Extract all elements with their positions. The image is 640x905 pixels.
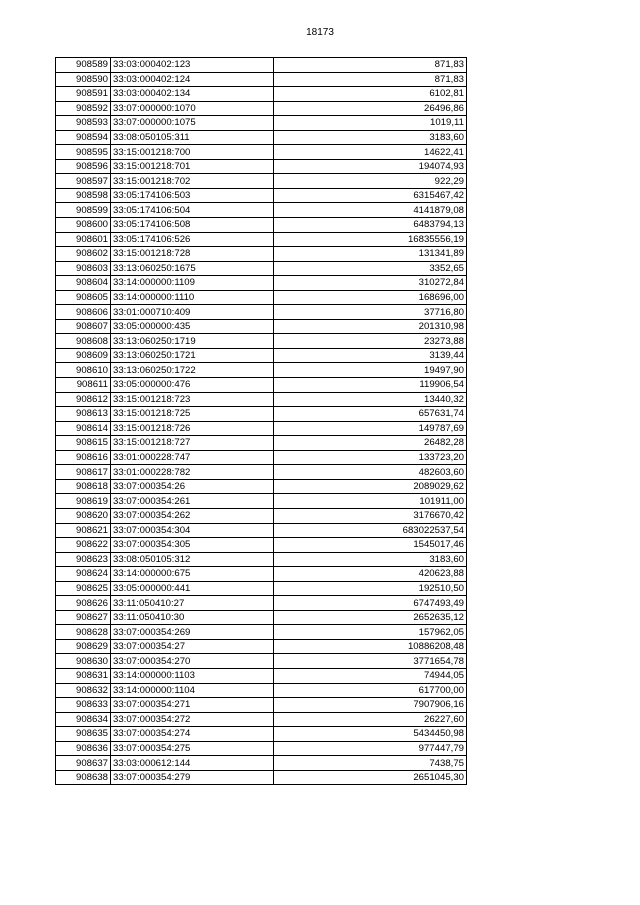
value-cell: 6483794,13 [274, 218, 467, 233]
cadastral-number-cell: 33:03:000402:123 [111, 58, 274, 73]
cadastral-number-cell: 33:03:000402:134 [111, 87, 274, 102]
value-cell: 168696,00 [274, 290, 467, 305]
table-row [56, 276, 467, 291]
value-cell: 149787,69 [274, 421, 467, 436]
cadastral-number-cell: 33:15:001218:727 [111, 436, 274, 451]
row-id-cell: 908603 [56, 261, 111, 276]
table-row [56, 363, 467, 378]
row-id-cell: 908607 [56, 319, 111, 334]
table-row [56, 392, 467, 407]
cadastral-number-cell: 33:05:174106:508 [111, 218, 274, 233]
cadastral-number-cell: 33:01:000710:409 [111, 305, 274, 320]
cadastral-number-cell: 33:15:001218:700 [111, 145, 274, 160]
value-cell: 26227,60 [274, 712, 467, 727]
value-cell: 133723,20 [274, 450, 467, 465]
table-row [56, 770, 467, 785]
value-cell: 617700,00 [274, 683, 467, 698]
cadastral-number-cell: 33:15:001218:702 [111, 174, 274, 189]
cadastral-number-cell: 33:05:174106:526 [111, 232, 274, 247]
row-id-cell: 908638 [56, 770, 111, 785]
value-cell: 6102,81 [274, 87, 467, 102]
row-id-cell: 908599 [56, 203, 111, 218]
value-cell: 157962,05 [274, 625, 467, 640]
value-cell: 101911,00 [274, 494, 467, 509]
table-row [56, 145, 467, 160]
table-row [56, 508, 467, 523]
row-id-cell: 908612 [56, 392, 111, 407]
table-row [56, 596, 467, 611]
row-id-cell: 908594 [56, 130, 111, 145]
row-id-cell: 908620 [56, 508, 111, 523]
value-cell: 119906,54 [274, 378, 467, 393]
row-id-cell: 908635 [56, 727, 111, 742]
value-cell: 2651045,30 [274, 770, 467, 785]
row-id-cell: 908618 [56, 479, 111, 494]
table-row [56, 552, 467, 567]
table-row [56, 174, 467, 189]
cadastral-number-cell: 33:14:000000:1104 [111, 683, 274, 698]
cadastral-number-cell: 33:01:000228:747 [111, 450, 274, 465]
cadastral-number-cell: 33:07:000354:279 [111, 770, 274, 785]
table-row [56, 319, 467, 334]
table-row [56, 668, 467, 683]
value-cell: 26482,28 [274, 436, 467, 451]
value-cell: 26496,86 [274, 101, 467, 116]
cadastral-number-cell: 33:14:000000:1109 [111, 276, 274, 291]
value-cell: 192510,50 [274, 581, 467, 596]
value-cell: 74944,05 [274, 668, 467, 683]
value-cell: 3139,44 [274, 348, 467, 363]
row-id-cell: 908601 [56, 232, 111, 247]
cadastral-number-cell: 33:05:000000:441 [111, 581, 274, 596]
table-row [56, 232, 467, 247]
cadastral-number-cell: 33:07:000354:261 [111, 494, 274, 509]
cadastral-number-cell: 33:07:000000:1075 [111, 116, 274, 131]
row-id-cell: 908613 [56, 407, 111, 422]
cadastral-number-cell: 33:15:001218:726 [111, 421, 274, 436]
cadastral-number-cell: 33:07:000354:275 [111, 741, 274, 756]
table-body [56, 58, 467, 785]
cadastral-number-cell: 33:05:174106:503 [111, 188, 274, 203]
table-row [56, 523, 467, 538]
cadastral-number-cell: 33:13:060250:1721 [111, 348, 274, 363]
row-id-cell: 908606 [56, 305, 111, 320]
table-row [56, 247, 467, 262]
value-cell: 13440,32 [274, 392, 467, 407]
value-cell: 3176670,42 [274, 508, 467, 523]
table-row [56, 261, 467, 276]
value-cell: 201310,98 [274, 319, 467, 334]
cadastral-number-cell: 33:14:000000:675 [111, 567, 274, 582]
table-row [56, 712, 467, 727]
value-cell: 37716,80 [274, 305, 467, 320]
table-row [56, 101, 467, 116]
cadastral-number-cell: 33:11:050410:30 [111, 610, 274, 625]
value-cell: 7907906,16 [274, 698, 467, 713]
table-row [56, 741, 467, 756]
table-row [56, 654, 467, 669]
table-row [56, 188, 467, 203]
value-cell: 10886208,48 [274, 639, 467, 654]
value-cell: 922,29 [274, 174, 467, 189]
cadastral-number-cell: 33:13:060250:1719 [111, 334, 274, 349]
value-cell: 6747493,49 [274, 596, 467, 611]
row-id-cell: 908623 [56, 552, 111, 567]
row-id-cell: 908609 [56, 348, 111, 363]
row-id-cell: 908619 [56, 494, 111, 509]
row-id-cell: 908593 [56, 116, 111, 131]
value-cell: 2089029,62 [274, 479, 467, 494]
row-id-cell: 908600 [56, 218, 111, 233]
value-cell: 23273,88 [274, 334, 467, 349]
row-id-cell: 908591 [56, 87, 111, 102]
row-id-cell: 908589 [56, 58, 111, 73]
row-id-cell: 908610 [56, 363, 111, 378]
table-row [56, 465, 467, 480]
row-id-cell: 908622 [56, 538, 111, 553]
row-id-cell: 908597 [56, 174, 111, 189]
value-cell: 7438,75 [274, 756, 467, 771]
cadastral-number-cell: 33:07:000354:305 [111, 538, 274, 553]
row-id-cell: 908625 [56, 581, 111, 596]
cadastral-number-cell: 33:07:000000:1070 [111, 101, 274, 116]
table-row [56, 290, 467, 305]
row-id-cell: 908629 [56, 639, 111, 654]
row-id-cell: 908614 [56, 421, 111, 436]
value-cell: 19497,90 [274, 363, 467, 378]
table-row [56, 203, 467, 218]
value-cell: 131341,89 [274, 247, 467, 262]
cadastral-number-cell: 33:01:000228:782 [111, 465, 274, 480]
value-cell: 871,83 [274, 58, 467, 73]
table-row [56, 538, 467, 553]
cadastral-number-cell: 33:13:060250:1675 [111, 261, 274, 276]
row-id-cell: 908636 [56, 741, 111, 756]
page-number: 18173 [306, 27, 334, 38]
cadastral-number-cell: 33:13:060250:1722 [111, 363, 274, 378]
row-id-cell: 908604 [56, 276, 111, 291]
cadastral-number-cell: 33:11:050410:27 [111, 596, 274, 611]
row-id-cell: 908595 [56, 145, 111, 160]
row-id-cell: 908592 [56, 101, 111, 116]
table-row [56, 58, 467, 73]
row-id-cell: 908627 [56, 610, 111, 625]
table-row [56, 756, 467, 771]
table-row [56, 698, 467, 713]
table-row [56, 116, 467, 131]
cadastral-number-cell: 33:07:000354:272 [111, 712, 274, 727]
row-id-cell: 908631 [56, 668, 111, 683]
row-id-cell: 908596 [56, 159, 111, 174]
row-id-cell: 908590 [56, 72, 111, 87]
cadastral-number-cell: 33:15:001218:723 [111, 392, 274, 407]
table-row [56, 407, 467, 422]
table-row [56, 639, 467, 654]
table-row [56, 625, 467, 640]
cadastral-number-cell: 33:07:000354:262 [111, 508, 274, 523]
cadastral-number-cell: 33:07:000354:27 [111, 639, 274, 654]
cadastral-number-cell: 33:05:000000:476 [111, 378, 274, 393]
value-cell: 683022537,54 [274, 523, 467, 538]
cadastral-number-cell: 33:15:001218:725 [111, 407, 274, 422]
value-cell: 977447,79 [274, 741, 467, 756]
value-cell: 2652635,12 [274, 610, 467, 625]
table-row [56, 130, 467, 145]
value-cell: 482603,60 [274, 465, 467, 480]
cadastral-value-table [55, 57, 467, 785]
cadastral-number-cell: 33:03:000612:144 [111, 756, 274, 771]
table-row [56, 610, 467, 625]
row-id-cell: 908633 [56, 698, 111, 713]
table-row [56, 479, 467, 494]
row-id-cell: 908616 [56, 450, 111, 465]
cadastral-number-cell: 33:07:000354:271 [111, 698, 274, 713]
value-cell: 1019,11 [274, 116, 467, 131]
value-cell: 4141879,08 [274, 203, 467, 218]
cadastral-number-cell: 33:05:000000:435 [111, 319, 274, 334]
table-row [56, 567, 467, 582]
value-cell: 3352,65 [274, 261, 467, 276]
cadastral-number-cell: 33:15:001218:701 [111, 159, 274, 174]
row-id-cell: 908621 [56, 523, 111, 538]
cadastral-number-cell: 33:03:000402:124 [111, 72, 274, 87]
table-row [56, 378, 467, 393]
row-id-cell: 908630 [56, 654, 111, 669]
cadastral-number-cell: 33:07:000354:274 [111, 727, 274, 742]
table-row [56, 334, 467, 349]
row-id-cell: 908628 [56, 625, 111, 640]
row-id-cell: 908611 [56, 378, 111, 393]
table-row [56, 348, 467, 363]
value-cell: 310272,84 [274, 276, 467, 291]
cadastral-number-cell: 33:15:001218:728 [111, 247, 274, 262]
value-cell: 1545017,46 [274, 538, 467, 553]
table-row [56, 494, 467, 509]
row-id-cell: 908637 [56, 756, 111, 771]
value-cell: 420623,88 [274, 567, 467, 582]
table-row [56, 218, 467, 233]
cadastral-number-cell: 33:14:000000:1103 [111, 668, 274, 683]
row-id-cell: 908605 [56, 290, 111, 305]
value-cell: 5434450,98 [274, 727, 467, 742]
table-row [56, 450, 467, 465]
value-cell: 657631,74 [274, 407, 467, 422]
table-row [56, 72, 467, 87]
cadastral-number-cell: 33:07:000354:269 [111, 625, 274, 640]
cadastral-number-cell: 33:07:000354:26 [111, 479, 274, 494]
row-id-cell: 908615 [56, 436, 111, 451]
cadastral-number-cell: 33:07:000354:304 [111, 523, 274, 538]
row-id-cell: 908602 [56, 247, 111, 262]
table-row [56, 421, 467, 436]
table-row [56, 305, 467, 320]
cadastral-number-cell: 33:05:174106:504 [111, 203, 274, 218]
value-cell: 871,83 [274, 72, 467, 87]
table-row [56, 581, 467, 596]
table-row [56, 87, 467, 102]
cadastral-number-cell: 33:08:050105:311 [111, 130, 274, 145]
row-id-cell: 908608 [56, 334, 111, 349]
cadastral-number-cell: 33:08:050105:312 [111, 552, 274, 567]
table-row [56, 159, 467, 174]
value-cell: 3183,60 [274, 130, 467, 145]
table-row [56, 436, 467, 451]
row-id-cell: 908632 [56, 683, 111, 698]
value-cell: 194074,93 [274, 159, 467, 174]
value-cell: 14622,41 [274, 145, 467, 160]
value-cell: 3771654,78 [274, 654, 467, 669]
row-id-cell: 908617 [56, 465, 111, 480]
value-cell: 16835556,19 [274, 232, 467, 247]
value-cell: 6315467,42 [274, 188, 467, 203]
table-row [56, 683, 467, 698]
row-id-cell: 908598 [56, 188, 111, 203]
cadastral-number-cell: 33:07:000354:270 [111, 654, 274, 669]
table-row [56, 727, 467, 742]
cadastral-number-cell: 33:14:000000:1110 [111, 290, 274, 305]
row-id-cell: 908634 [56, 712, 111, 727]
value-cell: 3183,60 [274, 552, 467, 567]
row-id-cell: 908624 [56, 567, 111, 582]
row-id-cell: 908626 [56, 596, 111, 611]
